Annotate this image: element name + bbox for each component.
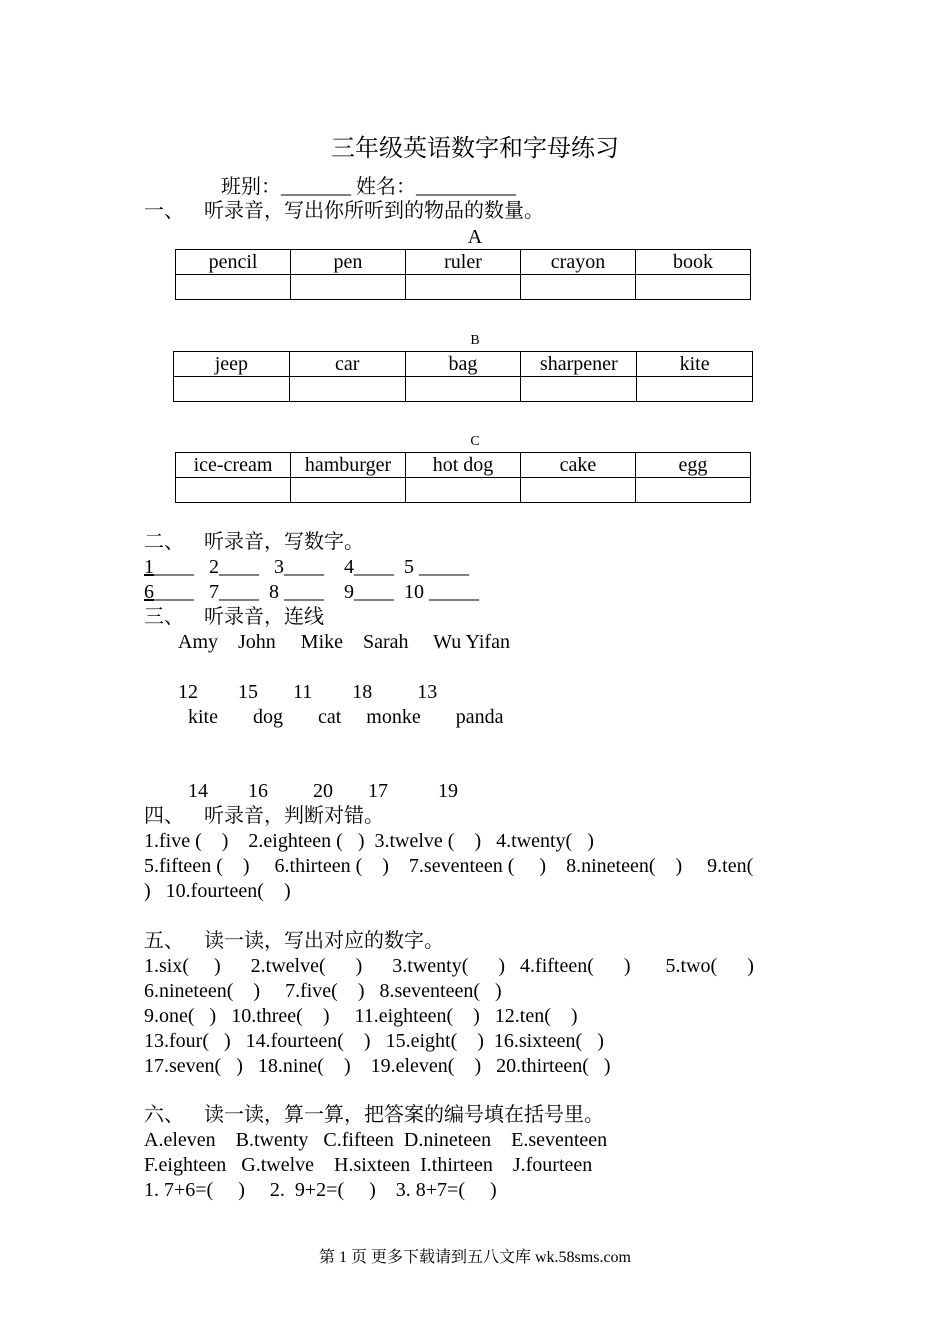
section3-numbers1: 12 15 11 18 13 [178, 681, 438, 703]
section2-row1-first: 1 [144, 556, 154, 578]
table-a-answer-cell[interactable] [636, 275, 751, 300]
section4-line1: 1.five ( ) 2.eighteen ( ) 3.twelve ( ) 4.twenty( ) [144, 830, 594, 852]
section2-heading: 二、 听录音，写数字。 [144, 531, 364, 553]
table-b-label: B [470, 333, 480, 348]
section6-options2: F.eighteen G.twelve H.sixteen I.thirteen J.fourteen [144, 1154, 593, 1176]
table-c-answer-cell[interactable] [176, 478, 291, 503]
section3-numbers2: 14 16 20 17 19 [188, 780, 458, 802]
table-c-answer-cell[interactable] [291, 478, 406, 503]
table-b-header: sharpener [521, 352, 637, 377]
table-c-answer-cell[interactable] [636, 478, 751, 503]
section3-animals: kite dog cat monke panda [188, 706, 504, 728]
section4-line3: ) 10.fourteen( ) [144, 880, 291, 902]
table-c-header: ice-cream [176, 453, 291, 478]
section4-heading: 四、 听录音，判断对错。 [144, 805, 384, 827]
section2-row1 [144, 555, 469, 580]
table-a-label: A [467, 226, 483, 248]
section2-row2 [144, 580, 479, 605]
section4-line2: 5.fifteen ( ) 6.thirteen ( ) 7.seventeen ( ) 8.nineteen( ) 9.ten( [144, 855, 754, 877]
page-title: 三年级英语数字和字母练习 [331, 136, 619, 162]
table-c [175, 452, 751, 503]
section6-problems: 1. 7+6=( ) 2. 9+2=( ) 3. 8+7=( ) [144, 1179, 497, 1201]
table-b-answer-cell[interactable] [405, 377, 521, 402]
table-b [173, 351, 753, 402]
section2-row2-first: 6 [144, 581, 154, 603]
table-a [175, 249, 751, 300]
section5-line5: 17.seven( ) 18.nine( ) 19.eleven( ) 20.thirteen( ) [144, 1055, 611, 1077]
table-b-answer-cell[interactable] [174, 377, 290, 402]
table-a-answer-cell[interactable] [521, 275, 636, 300]
table-c-header: egg [636, 453, 751, 478]
table-b-header: bag [405, 352, 521, 377]
section5-line1: 1.six( ) 2.twelve( ) 3.twenty( ) 4.fifteen( ) 5.two( ) [144, 955, 754, 977]
table-b-header: jeep [174, 352, 290, 377]
table-b-answer-cell[interactable] [289, 377, 405, 402]
table-a-header: crayon [521, 250, 636, 275]
table-a-header: pen [291, 250, 406, 275]
section5-heading: 五、 读一读，写出对应的数字。 [144, 930, 444, 952]
section5-line2: 6.nineteen( ) 7.five( ) 8.seventeen( ) [144, 980, 502, 1002]
table-a-answer-cell[interactable] [406, 275, 521, 300]
section6-heading: 六、 读一读，算一算，把答案的编号填在括号里。 [144, 1104, 604, 1126]
table-b-answer-cell[interactable] [521, 377, 637, 402]
page-footer: 第 1 页 更多下载请到五八文库 wk.58sms.com [318, 1249, 631, 1266]
table-b-header: car [289, 352, 405, 377]
table-c-label: C [470, 434, 480, 449]
table-a-header: book [636, 250, 751, 275]
section2-row2-rest: ____ 7____ 8 ____ 9____ 10 _____ [154, 581, 479, 603]
class-name-line: 班别：_______ 姓名：__________ [221, 176, 516, 198]
section1-heading: 一、 听录音，写出你所听到的物品的数量。 [144, 200, 544, 222]
section5-line4: 13.four( ) 14.fourteen( ) 15.eight( ) 16.sixteen( ) [144, 1030, 604, 1052]
section5-line3: 9.one( ) 10.three( ) 11.eighteen( ) 12.ten( ) [144, 1005, 578, 1027]
table-c-header: hot dog [406, 453, 521, 478]
table-b-header: kite [637, 352, 753, 377]
section2-row1-rest: ____ 2____ 3____ 4____ 5 _____ [154, 556, 469, 578]
section6-options1: A.eleven B.twenty C.fifteen D.nineteen E.seventeen [144, 1129, 608, 1151]
table-c-answer-cell[interactable] [521, 478, 636, 503]
table-c-header: hamburger [291, 453, 406, 478]
section3-names: Amy John Mike Sarah Wu Yifan [178, 631, 510, 653]
table-a-answer-cell[interactable] [176, 275, 291, 300]
table-a-answer-cell[interactable] [291, 275, 406, 300]
table-b-answer-cell[interactable] [637, 377, 753, 402]
table-c-answer-cell[interactable] [406, 478, 521, 503]
table-a-header: pencil [176, 250, 291, 275]
table-c-header: cake [521, 453, 636, 478]
section3-heading: 三、 听录音，连线 [144, 606, 324, 628]
table-a-header: ruler [406, 250, 521, 275]
